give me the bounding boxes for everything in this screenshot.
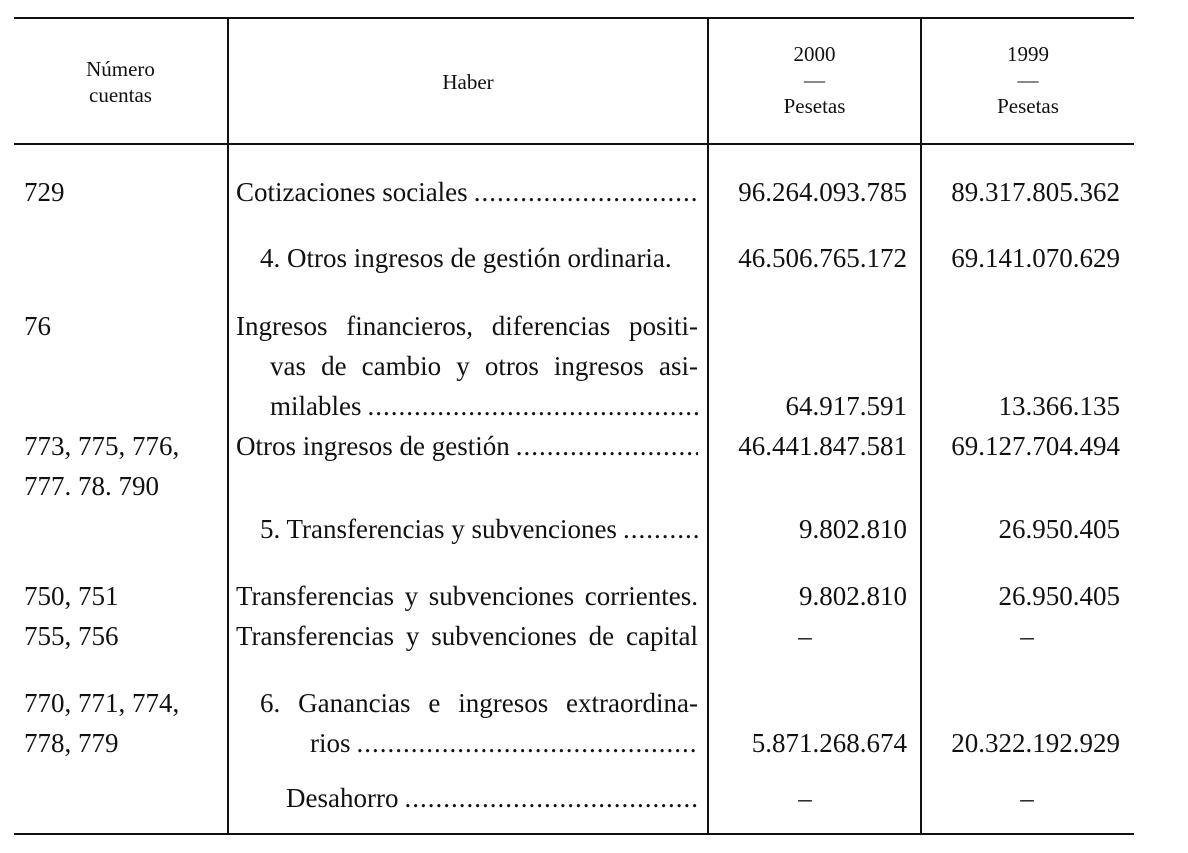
header-accounts-line: Número [86, 57, 155, 81]
row-value-1999: 20.322.192.929 [951, 728, 1120, 758]
header-accounts-line: cuentas [89, 83, 152, 107]
row-label-section: 4. Otros ingresos de gestión ordinaria. [260, 243, 672, 273]
row-accounts: 750, 751 [24, 581, 119, 611]
row-label [236, 173, 698, 211]
row-label-text: Desahorro [286, 783, 399, 813]
row-value-1999: 89.317.805.362 [951, 177, 1120, 207]
row-accounts: 777. 78. 790 [24, 471, 159, 501]
row-value-1999: 26.950.405 [998, 514, 1120, 544]
row-label-text: 5. Transferencias y subvenciones [260, 514, 617, 544]
header-rule [14, 143, 1134, 145]
row-value-2000: 96.264.093.785 [738, 177, 907, 207]
row-accounts: 729 [24, 177, 65, 207]
header-1999-year: 1999 [1007, 42, 1049, 66]
header-1999-dash: — [1017, 68, 1039, 92]
row-value-2000: 9.802.810 [799, 514, 907, 544]
row-accounts: 755, 756 [24, 621, 119, 651]
row-accounts: 76 [24, 311, 51, 341]
dot-leader [357, 724, 699, 762]
row-accounts: 773, 775, 776, [24, 431, 180, 461]
dot-leader [367, 387, 698, 425]
header-haber [229, 69, 707, 95]
bottom-rule [14, 833, 1134, 835]
row-label [310, 724, 698, 762]
row-label-text: milables [270, 391, 362, 421]
row-value-2000: 5.871.268.674 [751, 728, 907, 758]
row-label-line: vas de cambio y otros ingresos asi- [270, 351, 698, 381]
header-1999-unit: Pesetas [997, 94, 1059, 118]
row-value-1999: 69.127.704.494 [951, 431, 1120, 461]
row-label [236, 427, 698, 465]
row-label: Transferencias y subvenciones corrientes. [236, 581, 698, 611]
header-2000-unit: Pesetas [783, 94, 846, 118]
header-accounts [14, 56, 227, 108]
row-value-1999: 69.141.070.629 [951, 243, 1120, 273]
row-value-2000: 46.441.847.581 [738, 431, 907, 461]
header-2000-year: 2000 [793, 42, 836, 66]
row-label-text: Otros ingresos de gestión [236, 431, 510, 461]
dot-leader [623, 510, 698, 548]
row-value-1999: – [1020, 621, 1034, 651]
dot-leader [516, 427, 698, 465]
col-divider-2 [707, 17, 709, 835]
row-label-section [260, 510, 698, 548]
row-value-1999: – [1020, 783, 1034, 813]
dot-leader [404, 779, 698, 817]
row-label [270, 387, 698, 425]
row-value-2000: – [798, 621, 812, 651]
col-divider-1 [227, 17, 229, 835]
header-1999 [922, 41, 1134, 119]
top-rule [14, 17, 1134, 19]
row-value-2000: 9.802.810 [799, 581, 907, 611]
row-label-text: rios [310, 728, 351, 758]
header-2000-dash: — [804, 68, 825, 92]
row-label-section: 6. Ganancias e ingresos extraordina- [260, 688, 698, 718]
row-value-2000: 46.506.765.172 [738, 243, 907, 273]
balance-table [14, 17, 1134, 835]
row-accounts: 778, 779 [24, 728, 119, 758]
row-accounts: 770, 771, 774, [24, 688, 180, 718]
dot-leader [474, 173, 698, 211]
header-2000 [709, 41, 920, 119]
row-label [286, 779, 698, 817]
row-value-2000: – [798, 783, 812, 813]
row-label-line: Ingresos financieros, diferencias positi- [236, 311, 698, 341]
header-haber-label: Haber [442, 70, 494, 94]
row-value-2000: 64.917.591 [785, 391, 907, 421]
row-value-1999: 26.950.405 [998, 581, 1120, 611]
row-value-1999: 13.366.135 [998, 391, 1120, 421]
row-label: Transferencias y subvenciones de capital [236, 621, 698, 651]
col-divider-3 [920, 17, 922, 835]
row-label-text: Cotizaciones sociales [236, 177, 468, 207]
